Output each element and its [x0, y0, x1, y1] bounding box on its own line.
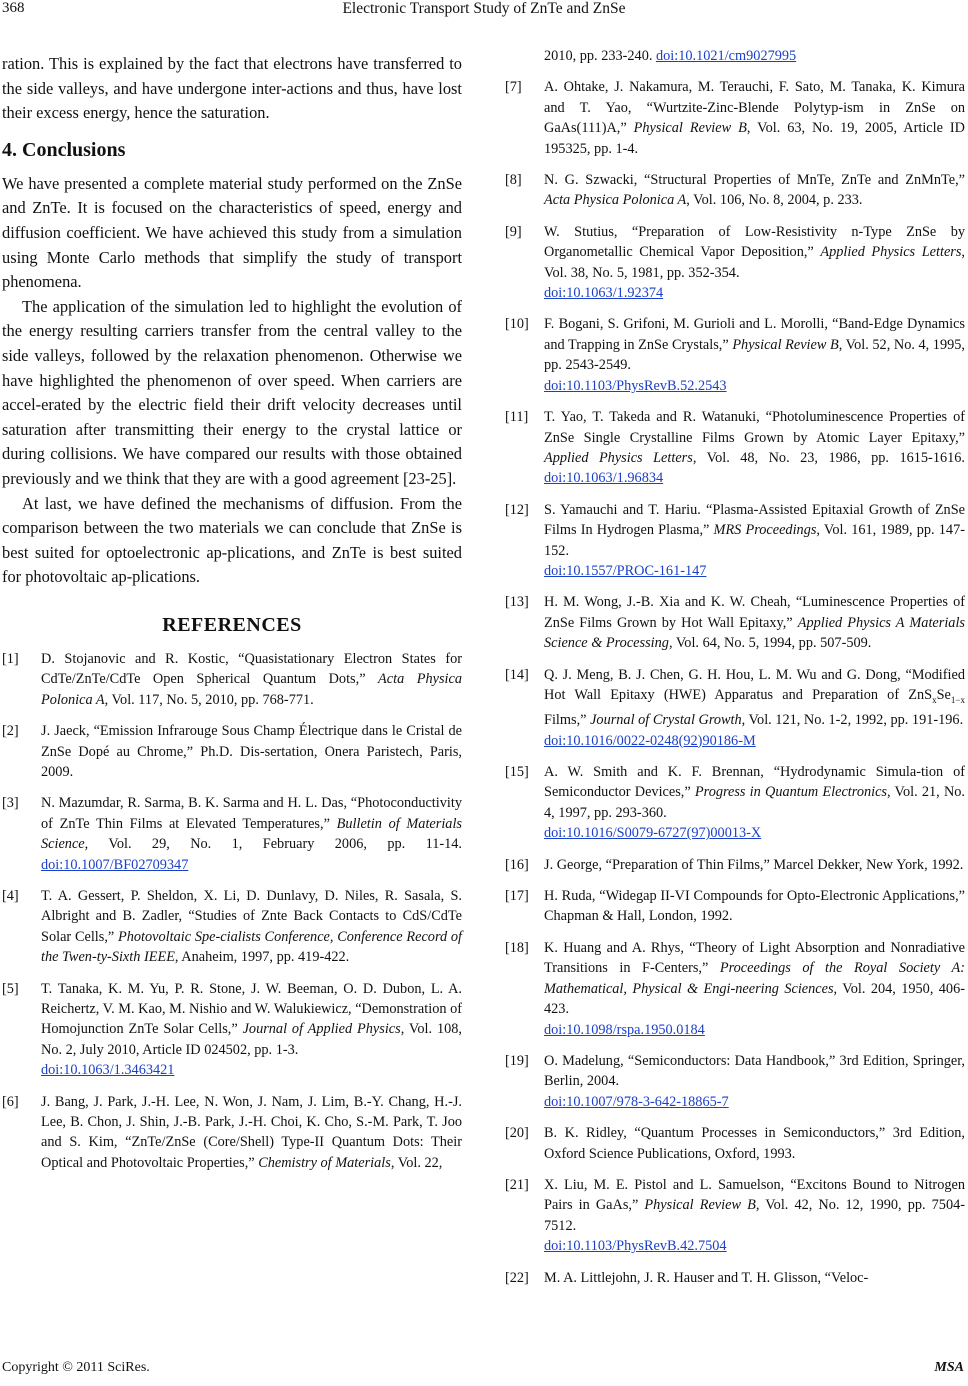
running-title: Electronic Transport Study of ZnTe and ZnSe — [342, 0, 626, 17]
right-column — [505, 46, 965, 1299]
reference-11: [11] T. Yao, T. Takeda and R. Watanuki, “Photoluminescence Properties of ZnSe Single Crystalline Films Grown by Atomic Layer Epitaxy,” Applied Physics Letters, Vol. 48, No. 23, 1986, pp. 1615-1616. doi:10.1063/1.96834 — [505, 409, 965, 487]
reference-7: [7] A. Ohtake, J. Nakamura, M. Terauchi, F. Sato, M. Tanaka, K. Kimura and T. Yao, “Wurtzite-Zinc-Blende Polytyp-ism in ZnSe on GaAs(111)A,” Physical Review B, Vol. 63, No. 19, 2005, Article ID 195325, pp. 1-4. — [505, 79, 965, 157]
reference-6: [6] J. Bang, J. Park, J.-H. Lee, N. Won, J. Nam, J. Lim, B.-Y. Chang, H.-J. Lee, B. Chon, J. Shin, J.-B. Park, J.-H. Choi, K. Cho, S.-M. Park, T. Joo and S. Kim, “ZnTe/ZnSe (Core/Shell) Type-II Quantum Dots: Their Optical and Photovoltaic Properties,” Chemistry of Materials, Vol. 22, — [2, 1093, 462, 1171]
reference-12: [12] S. Yamauchi and T. Hariu. “Plasma-Assisted Epitaxial Growth of ZnSe Films In Hydrogen Plasma,” MRS Proceedings, Vol. 161, 1989, pp. 147-152. doi:10.1557/PROC-161-147 — [505, 501, 965, 579]
reference-6-continued: 2010, pp. 233-240. doi:10.1021/cm9027995 — [544, 48, 797, 64]
doi-link[interactable]: doi:10.1103/PhysRevB.52.2543 — [544, 377, 727, 394]
page-number: 368 — [2, 0, 25, 16]
reference-8: [8] N. G. Szwacki, “Structural Properties of MnTe, ZnTe and ZnMnTe,” Acta Physica Polonica A, Vol. 106, No. 8, 2004, p. 233. — [505, 172, 965, 209]
reference-4: [4] T. A. Gessert, P. Sheldon, X. Li, D. Dunlavy, D. Niles, R. Sasala, S. Albright and B. Zadler, “Studies of Znte Back Contacts to CdS/CdTe Solar Cells,” Photovoltaic Spe-cialists Conference, Conference Record of the Twen-ty-Sixth IEEE, Anaheim, 1997, pp. 419-422. — [2, 887, 463, 966]
references-heading: REFERENCES — [162, 613, 302, 636]
reference-13: [13] H. M. Wong, J.-B. Xia and K. W. Cheah, “Luminescence Properties of ZnSe Films Grown by Hot Wall Epitaxy,” Applied Physics A Materials Science & Processing, Vol. 64, No. 5, 1994, pp. 507-509. — [505, 594, 965, 652]
page-footer — [0, 1360, 968, 1384]
intro-paragraph: ration. This is explained by the fact that electrons have transferred to the side valleys, and have undergone inter-actions and thus, have lost their excess energy, hence the saturation. — [2, 54, 462, 123]
doi-link[interactable]: doi:10.1557/PROC-161-147 — [544, 562, 707, 579]
reference-14: [14] Q. J. Meng, B. J. Chen, G. H. Hou, L. M. Wu and G. Dong, “Modified Hot Wall Epitaxy (HWE) Apparatus and Preparation of $ZnS_xSe_{1-x}$ Films,” Journal of Crystal Growth, Vol. 121, No. 1-2, 1992, pp. 191-196. doi:10.1016/0022-0248(92)90186-M — [505, 666, 965, 749]
reference-21: [21] X. Liu, M. E. Pistol and L. Samuelson, “Excitons Bound to Nitrogen Pairs in GaAs,” Physical Review B, Vol. 42, No. 12, 1990, pp. 7504-7512. doi:10.1103/PhysRevB.42.7504 — [505, 1176, 965, 1255]
reference-16: [16] J. George, “Preparation of Thin Films,” Marcel Dekker, New York, 1992. — [505, 856, 964, 873]
reference-5: [5] T. Tanaka, K. M. Yu, P. R. Stone, J. W. Beeman, O. D. Dubon, L. A. Reichertz, V. M. Kao, M. Nishio and W. Walukiewicz, “Demonstration of Homojunction ZnTe Solar Cells,” Journal of Applied Physics, Vol. 108, No. 2, July 2010, Article ID 024502, pp. 1-3. doi:10.1063/1.3463421 — [2, 980, 462, 1079]
doi-link[interactable]: doi:10.1007/BF02709347 — [41, 856, 189, 873]
copyright-text: Copyright © 2011 SciRes. — [2, 1360, 150, 1375]
reference-20: [20] B. K. Ridley, “Quantum Processes in Semiconductors,” 3rd Edition, Oxford Science Publications, Oxford, 1993. — [505, 1125, 965, 1162]
doi-link[interactable]: doi:10.1063/1.92374 — [544, 285, 664, 302]
reference-17: [17] H. Ruda, “Widegap II-VI Compounds for Opto-Electronic Applications,” Chapman & Hall, London, 1992. — [505, 888, 965, 925]
doi-link[interactable]: doi:10.1021/cm9027995 — [656, 48, 797, 64]
reference-19: [19] O. Madelung, “Semiconductors: Data Handbook,” 3rd Edition, Springer, Berlin, 2004. doi:10.1007/978-3-642-18865-7 — [505, 1052, 965, 1110]
doi-link[interactable]: doi:10.1098/rspa.1950.0184 — [544, 1021, 705, 1038]
reference-3: [3] N. Mazumdar, R. Sarma, B. K. Sarma and H. L. Das, “Photoconductivity of ZnTe Thin Films at Elevated Temperatures,” Bulletin of Materials Science, Vol. 29, No. 1, February 2006, pp. 11-14. doi:10.1007/BF02709347 — [2, 795, 462, 873]
reference-1: [1] D. Stojanovic and R. Kostic, “Quasistationary Electron States for CdTe/ZnTe/CdTe Open Spherical Quantum Dots,” Acta Physica Polonica A, Vol. 117, No. 5, 2010, pp. 768-771. — [2, 650, 463, 708]
reference-18: [18] K. Huang and A. Rhys, “Theory of Light Absorption and Nonradiative Transitions in F-Centers,” Proceedings of the Royal Society A: Mathematical, Physical & Engi-neering Sciences, Vol. 204, 1950, 406-423. doi:10.1098/rspa.1950.0184 — [505, 939, 965, 1038]
conclusions-paragraph-3: At last, we have defined the mechanisms of diffusion. From the comparison between the two materials we can conclude that ZnSe is best suited for optoelectronic ap-plications, and ZnTe is best suited for photovoltaic ap-plications. — [2, 493, 462, 587]
doi-link[interactable]: doi:10.1016/S0079-6727(97)00013-X — [544, 825, 762, 842]
doi-link[interactable]: doi:10.1103/PhysRevB.42.7504 — [544, 1238, 727, 1255]
page-header — [0, 0, 968, 30]
reference-15: [15] A. W. Smith and K. F. Brennan, “Hydrodynamic Simula-tion of Semiconductor Devices,” Progress in Quantum Electronics, Vol. 21, No. 4, 1997, pp. 293-360. doi:10.1016/S0079-6727(97)00013-X — [505, 764, 965, 842]
conclusions-paragraph-1: We have presented a complete material study performed on the ZnSe and ZnTe. It is focused on the characteristics of speed, energy and diffusion coefficient. We have achieved this study from a simulation using Monte Carlo methods that simplify the study of transport phenomena. — [2, 173, 462, 292]
journal-abbrev: MSA — [934, 1360, 964, 1375]
doi-link[interactable]: doi:10.1007/978-3-642-18865-7 — [544, 1093, 729, 1110]
reference-9: [9] W. Stutius, “Preparation of Low-Resistivity n-Type ZnSe by Organometallic Chemical Vapor Deposition,” Applied Physics Letters, Vol. 38, No. 5, 1981, pp. 352-354. doi:10.1063/1.92374 — [505, 223, 965, 302]
left-column — [2, 52, 462, 1184]
reference-22: [22] M. A. Littlejohn, J. R. Hauser and T. H. Glisson, “Veloc- — [505, 1269, 869, 1286]
doi-link[interactable]: doi:10.1016/0022-0248(92)90186-M — [544, 732, 756, 749]
reference-10: [10] F. Bogani, S. Grifoni, M. Gurioli and L. Morolli, “Band-Edge Dynamics and Trapping in ZnSe Crystals,” Physical Review B, Vol. 52, No. 4, 1995, pp. 2543-2549. doi:10.1103/PhysRevB.52.2543 — [505, 316, 965, 394]
doi-link[interactable]: doi:10.1063/1.96834 — [544, 470, 664, 487]
conclusions-heading: 4. Conclusions — [2, 138, 126, 161]
reference-2: [2] J. Jaeck, “Emission Infrarouge Sous Champ Électrique dans le Cristal de ZnSe Dopé au Chrome,” Ph.D. Dis-sertation, Onera Paristech, Paris, 2009. — [2, 723, 462, 780]
doi-link[interactable]: doi:10.1063/1.3463421 — [41, 1062, 175, 1079]
conclusions-paragraph-2: The application of the simulation led to highlight the evolution of the energy resulting carriers transfer from the central valley to the side valleys, followed by the relaxation phenomenon. Otherwise we have highlighted the phenomenon of over speed. When carriers are accel-erated by the electric field their drift velocity decreases until saturation after transmitting their energy to the crystal lattice or during collisions. We have compared our results with those obtained previously and we think that they are with a good agreement [23-25]. — [2, 296, 462, 488]
